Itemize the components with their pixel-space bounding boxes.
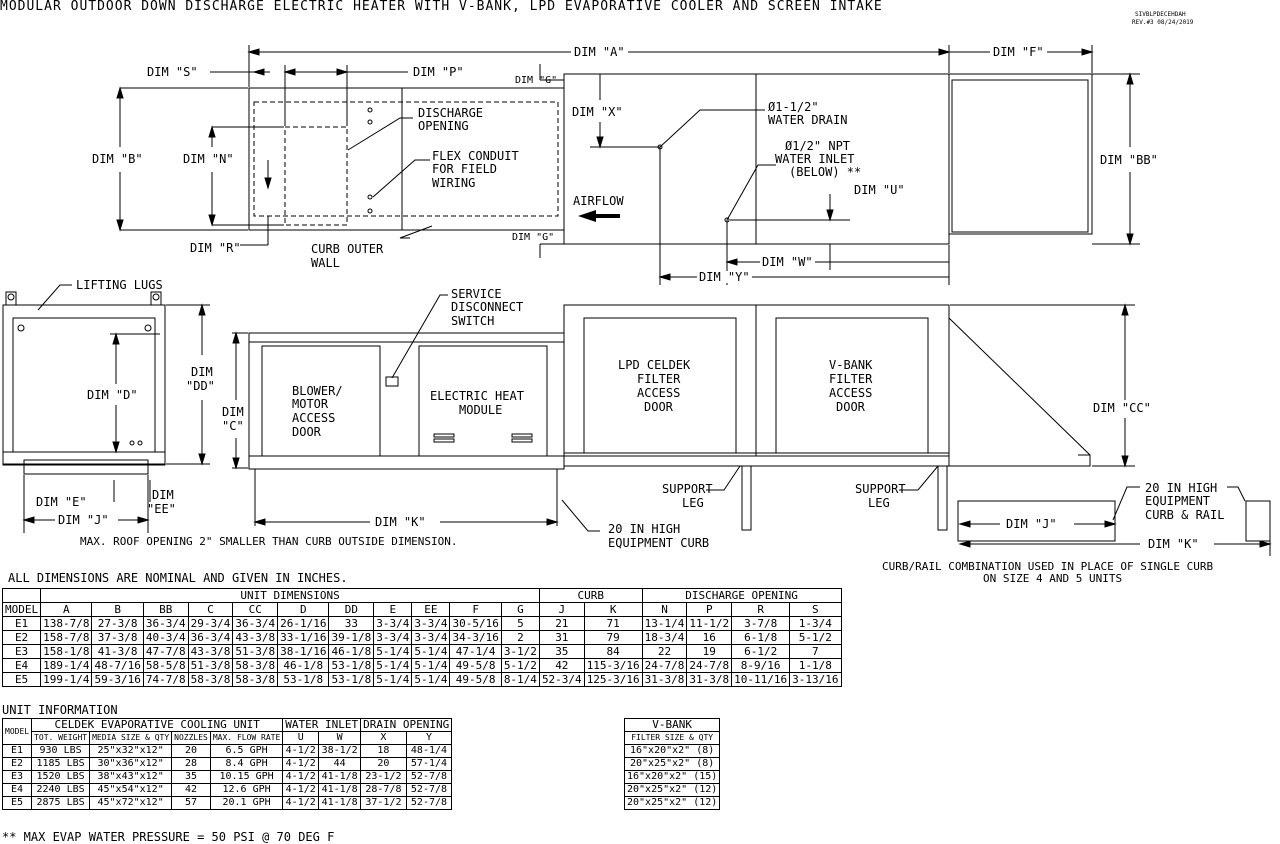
dim-c-label-1: DIM: [222, 405, 244, 419]
lpd-door-label-2: FILTER: [637, 372, 681, 386]
table-header-cell: WATER INLET: [283, 719, 361, 732]
table-cell: E4: [3, 784, 32, 797]
table-cell: 8-1/4: [501, 673, 539, 687]
curb-note-1: 20 IN HIGH: [608, 522, 681, 536]
table-cell: 1-1/8: [790, 659, 841, 673]
table-cell: 5-1/4: [374, 645, 412, 659]
table-cell: 22: [642, 645, 687, 659]
flex-conduit-label-3: WIRING: [432, 176, 476, 190]
dim-a-label: DIM "A": [571, 46, 628, 58]
table-cell: E5: [3, 673, 41, 687]
table-cell: 199-1/4: [41, 673, 92, 687]
table-cell: 3-3/4: [374, 631, 412, 645]
table-cell: 20"x25"x2" (12): [625, 797, 720, 810]
table-cell: 41-3/8: [92, 645, 143, 659]
flex-conduit-label-2: FOR FIELD: [432, 162, 498, 176]
curb-rail-note-1: 20 IN HIGH: [1145, 481, 1218, 495]
table-cell: 52-7/8: [406, 771, 452, 784]
table-cell: 25"x32"x12": [90, 745, 172, 758]
table-cell: 51-3/8: [233, 645, 278, 659]
table-cell: 33-1/16: [278, 631, 329, 645]
table-header-cell: C: [188, 603, 233, 617]
lpd-door-label-4: DOOR: [644, 400, 673, 414]
table-header-cell: F: [450, 603, 501, 617]
table-cell: E1: [3, 617, 41, 631]
table-cell: 1185 LBS: [32, 758, 90, 771]
table-row: [625, 745, 720, 758]
table-cell: 5-1/2: [790, 631, 841, 645]
table-cell: 158-7/8: [41, 631, 92, 645]
table-header-cell: J: [539, 603, 584, 617]
table-cell: 33: [329, 617, 374, 631]
table-cell: 2240 LBS: [32, 784, 90, 797]
table-header-cell: BB: [143, 603, 188, 617]
table-row: [3, 745, 452, 758]
table-cell: 26-1/16: [278, 617, 329, 631]
table-header-cell: NOZZLES: [172, 732, 211, 745]
curb-rail-note-2: EQUIPMENT: [1145, 494, 1211, 508]
table-row: [625, 784, 720, 797]
table-cell: E5: [3, 797, 32, 810]
dim-f-label: DIM "F": [990, 46, 1047, 58]
table-row: [3, 659, 842, 673]
service-disconnect-label-2: DISCONNECT: [451, 300, 524, 314]
table-cell: 5-1/4: [412, 659, 450, 673]
table-header-cell: DISCHARGE OPENING: [642, 589, 841, 603]
electric-heat-label-2: MODULE: [459, 403, 503, 417]
vbank-door-label-4: DOOR: [836, 400, 865, 414]
table-header-cell: G: [501, 603, 539, 617]
curb-rail-note-3: CURB & RAIL: [1145, 508, 1225, 522]
dim-c-label-2: "C": [222, 419, 244, 433]
blower-door-label-3: ACCESS: [292, 411, 336, 425]
dim-n-label: DIM "N": [183, 152, 234, 166]
table-cell: 16"x20"x2" (15): [625, 771, 720, 784]
dimensions-note: ALL DIMENSIONS ARE NOMINAL AND GIVEN IN INCHES.: [8, 571, 348, 585]
table-cell: 48-1/4: [406, 745, 452, 758]
table-cell: 31-3/8: [642, 673, 687, 687]
table-cell: 20"x25"x2" (12): [625, 784, 720, 797]
dim-b-label: DIM "B": [92, 152, 143, 166]
table-cell: E4: [3, 659, 41, 673]
airflow-arrow: [578, 210, 620, 222]
table-cell: 44: [319, 758, 361, 771]
table-cell: 28: [172, 758, 211, 771]
table-header-cell: U: [283, 732, 319, 745]
table-cell: 18-3/4: [642, 631, 687, 645]
table-cell: 189-1/4: [41, 659, 92, 673]
table-header-cell: MAX. FLOW RATE: [210, 732, 282, 745]
table-cell: 27-3/8: [92, 617, 143, 631]
dim-k-label: DIM "K": [375, 515, 426, 529]
table-cell: 41-1/8: [319, 784, 361, 797]
vbank-door-label-2: FILTER: [829, 372, 873, 386]
drawing-id: SIVBLPDECEHDAH: [1135, 11, 1186, 18]
table-cell: 3-1/2: [501, 645, 539, 659]
curb-outer-wall-label-2: WALL: [311, 256, 340, 270]
curb-rail-caption-1: CURB/RAIL COMBINATION USED IN PLACE OF SINGLE CURB: [882, 560, 1214, 573]
table-row: [3, 617, 842, 631]
table-cell: 20"x25"x2" (8): [625, 758, 720, 771]
support-leg-2-label-1: SUPPORT: [855, 482, 906, 496]
table-cell: E3: [3, 645, 41, 659]
table-cell: 28-7/8: [361, 784, 407, 797]
table-cell: 38"x43"x12": [90, 771, 172, 784]
table-cell: 37-3/8: [92, 631, 143, 645]
table-cell: 58-3/8: [188, 673, 233, 687]
discharge-opening-label-2: OPENING: [418, 119, 469, 133]
table-cell: 5: [501, 617, 539, 631]
table-cell: 46-1/8: [329, 645, 374, 659]
table-cell: 20: [172, 745, 211, 758]
table-cell: 1520 LBS: [32, 771, 90, 784]
table-cell: 31-3/8: [687, 673, 732, 687]
table-cell: E3: [3, 771, 32, 784]
table-header-cell: X: [361, 732, 407, 745]
table-header-cell: Y: [406, 732, 452, 745]
blower-door-label-1: BLOWER/: [292, 384, 343, 398]
roof-opening-note: MAX. ROOF OPENING 2" SMALLER THAN CURB OUTSIDE DIMENSION.: [80, 535, 458, 548]
table-cell: 10.15 GPH: [210, 771, 282, 784]
vbank-door-label-1: V-BANK: [829, 358, 873, 372]
table-cell: 49-5/8: [450, 673, 501, 687]
table-cell: 4-1/2: [283, 758, 319, 771]
dim-dd-label-1: DIM: [191, 365, 213, 379]
table-cell: 2875 LBS: [32, 797, 90, 810]
curb-rail-caption-2: ON SIZE 4 AND 5 UNITS: [983, 572, 1123, 585]
table-cell: 4-1/2: [283, 797, 319, 810]
electric-heat-label-1: ELECTRIC HEAT: [430, 389, 524, 403]
table-header-cell: UNIT DIMENSIONS: [41, 589, 540, 603]
table-cell: 125-3/16: [584, 673, 642, 687]
table-header-row: [3, 603, 842, 617]
end-view: [3, 285, 210, 533]
dim-g-top-label: DIM "G": [515, 75, 558, 86]
table-cell: 48-7/16: [92, 659, 143, 673]
table-header-cell: N: [642, 603, 687, 617]
table-cell: 49-5/8: [450, 659, 501, 673]
table-cell: 45"x54"x12": [90, 784, 172, 797]
vbank-door-label-3: ACCESS: [829, 386, 873, 400]
table-group-header-row: [625, 719, 720, 732]
dim-j-label: DIM "J": [58, 513, 109, 527]
table-cell: E2: [3, 631, 41, 645]
water-drain-label-1: Ø1-1/2": [768, 100, 819, 114]
footnote: ** MAX EVAP WATER PRESSURE = 50 PSI @ 70 DEG F: [2, 830, 335, 844]
table-cell: 38-1/16: [278, 645, 329, 659]
table-cell: 8.4 GPH: [210, 758, 282, 771]
airflow-label: AIRFLOW: [573, 194, 624, 208]
table-header-cell: B: [92, 603, 143, 617]
unit-dimensions-table: [2, 588, 842, 687]
table-cell: 43-3/8: [188, 645, 233, 659]
table-group-header-row: [3, 719, 452, 732]
table-header-cell: P: [687, 603, 732, 617]
water-drain-label-2: WATER DRAIN: [768, 113, 848, 127]
table-cell: 4-1/2: [283, 784, 319, 797]
table-row: [3, 784, 452, 797]
dim-r-label: DIM "R": [190, 241, 241, 255]
support-leg-1-label-2: LEG: [682, 496, 704, 510]
support-leg-2-label-2: LEG: [868, 496, 890, 510]
table-cell: 6-1/2: [732, 645, 790, 659]
dim-ee-label-1: DIM: [152, 488, 174, 502]
table-header-cell: CURB: [539, 589, 642, 603]
service-disconnect-label-3: SWITCH: [451, 314, 495, 328]
table-cell: 5-1/4: [412, 673, 450, 687]
dim-p-label: DIM "P": [413, 65, 464, 79]
table-header-row: [3, 732, 452, 745]
table-cell: 40-3/4: [143, 631, 188, 645]
table-row: [3, 771, 452, 784]
table-cell: 6.5 GPH: [210, 745, 282, 758]
table-row: [3, 758, 452, 771]
table-cell: 3-13/16: [790, 673, 841, 687]
table-cell: 37-1/2: [361, 797, 407, 810]
table-cell: 16: [687, 631, 732, 645]
table-cell: E1: [3, 745, 32, 758]
table-cell: 3-3/4: [412, 631, 450, 645]
table-cell: 30"x36"x12": [90, 758, 172, 771]
table-header-cell: DRAIN OPENING: [361, 719, 452, 732]
table-cell: 84: [584, 645, 642, 659]
table-cell: 2: [501, 631, 539, 645]
table-cell: 21: [539, 617, 584, 631]
drawing-title: MODULAR OUTDOOR DOWN DISCHARGE ELECTRIC HEATER WITH V-BANK, LPD EVAPORATIVE COOLER AND SCREEN INTAKE: [0, 0, 883, 14]
table-header-cell: EE: [412, 603, 450, 617]
flex-conduit-label-1: FLEX CONDUIT: [432, 149, 519, 163]
table-cell: 39-1/8: [329, 631, 374, 645]
dim-w-label: DIM "W": [762, 255, 813, 269]
table-cell: 34-3/16: [450, 631, 501, 645]
table-cell: 36-3/4: [188, 631, 233, 645]
table-header-cell: V-BANK: [625, 719, 720, 732]
table-cell: 5-1/2: [501, 659, 539, 673]
table-cell: 41-1/8: [319, 797, 361, 810]
table-cell: 53-1/8: [329, 659, 374, 673]
table-cell: 53-1/8: [329, 673, 374, 687]
table-cell: 58-5/8: [143, 659, 188, 673]
table-cell: 42: [172, 784, 211, 797]
table-cell: 35: [172, 771, 211, 784]
table-cell: 5-1/4: [374, 659, 412, 673]
dim-e-label: DIM "E": [36, 495, 87, 509]
unit-information-table: [2, 718, 452, 810]
water-inlet-label-1: Ø1/2" NPT: [785, 139, 851, 153]
table-header-cell: MEDIA SIZE & QTY: [90, 732, 172, 745]
vbank-table: [624, 718, 720, 810]
dim-bb-label: DIM "BB": [1100, 153, 1158, 167]
table-header-cell: S: [790, 603, 841, 617]
table-body: [3, 745, 452, 810]
table-header-cell: [3, 589, 41, 603]
table-cell: 35: [539, 645, 584, 659]
table-cell: 1-3/4: [790, 617, 841, 631]
curb-outer-wall-label-1: CURB OUTER: [311, 242, 384, 256]
table-cell: 11-1/2: [687, 617, 732, 631]
table-header-cell: TOT. WEIGHT: [32, 732, 90, 745]
table-header-cell: A: [41, 603, 92, 617]
table-header-cell: DD: [329, 603, 374, 617]
table-header-cell: W: [319, 732, 361, 745]
support-leg-1-label-1: SUPPORT: [662, 482, 713, 496]
table-cell: 5-1/4: [374, 673, 412, 687]
dim-x-label: DIM "X": [572, 105, 623, 119]
table-cell: 59-3/16: [92, 673, 143, 687]
lpd-door-label-1: LPD CELDEK: [618, 358, 691, 372]
table-row: [3, 645, 842, 659]
blower-door-label-4: DOOR: [292, 425, 321, 439]
table-header-cell: E: [374, 603, 412, 617]
lifting-lugs-label: LIFTING LUGS: [76, 278, 163, 292]
table-cell: E2: [3, 758, 32, 771]
table-cell: 57-1/4: [406, 758, 452, 771]
table-body: [3, 617, 842, 687]
table-row: [625, 771, 720, 784]
dim-g-bottom-label: DIM "G": [512, 232, 555, 243]
water-inlet-label-3: (BELOW) **: [789, 165, 862, 179]
table-group-header-row: [3, 589, 842, 603]
table-row: [3, 631, 842, 645]
table-body: [625, 745, 720, 810]
table-cell: 36-3/4: [143, 617, 188, 631]
table-cell: 38-1/2: [319, 745, 361, 758]
dim-u-label: DIM "U": [854, 183, 905, 197]
curb-rail-dim-j-label: DIM "J": [1006, 517, 1057, 531]
table-cell: 47-7/8: [143, 645, 188, 659]
table-cell: 45"x72"x12": [90, 797, 172, 810]
table-cell: 36-3/4: [233, 617, 278, 631]
table-cell: 52-7/8: [406, 784, 452, 797]
table-cell: 29-3/4: [188, 617, 233, 631]
table-header-cell: CELDEK EVAPORATIVE COOLING UNIT: [32, 719, 283, 732]
table-cell: 3-3/4: [412, 617, 450, 631]
dim-s-label: DIM "S": [147, 65, 198, 79]
table-header-cell: D: [278, 603, 329, 617]
table-cell: 20.1 GPH: [210, 797, 282, 810]
curb-note-2: EQUIPMENT CURB: [608, 536, 710, 550]
table-cell: 10-11/16: [732, 673, 790, 687]
table-cell: 20: [361, 758, 407, 771]
table-cell: 7: [790, 645, 841, 659]
table-cell: 52-3/4: [539, 673, 584, 687]
table-cell: 79: [584, 631, 642, 645]
table-header-cell: R: [732, 603, 790, 617]
service-disconnect-label-1: SERVICE: [451, 287, 502, 301]
table-cell: 52-7/8: [406, 797, 452, 810]
table-cell: 51-3/8: [188, 659, 233, 673]
table-cell: 5-1/4: [412, 645, 450, 659]
plan-view: [117, 45, 1140, 285]
table-cell: 930 LBS: [32, 745, 90, 758]
table-cell: 4-1/2: [283, 771, 319, 784]
dim-dd-label-2: "DD": [186, 379, 215, 393]
table-cell: 30-5/16: [450, 617, 501, 631]
table-cell: 24-7/8: [687, 659, 732, 673]
table-cell: 58-3/8: [233, 659, 278, 673]
table-row: [625, 797, 720, 810]
table-cell: 8-9/16: [732, 659, 790, 673]
table-cell: 16"x20"x2" (8): [625, 745, 720, 758]
dim-y-label: DIM "Y": [699, 270, 750, 284]
table-cell: 46-1/8: [278, 659, 329, 673]
table-cell: 53-1/8: [278, 673, 329, 687]
blower-door-label-2: MOTOR: [292, 397, 329, 411]
table-row: [625, 758, 720, 771]
unit-information-title: UNIT INFORMATION: [2, 703, 118, 717]
lpd-door-label-3: ACCESS: [637, 386, 681, 400]
discharge-opening-label-1: DISCHARGE: [418, 106, 484, 120]
table-cell: 4-1/2: [283, 745, 319, 758]
dim-cc-label: DIM "CC": [1093, 401, 1151, 415]
table-cell: 47-1/4: [450, 645, 501, 659]
table-row: [3, 673, 842, 687]
table-cell: 12.6 GPH: [210, 784, 282, 797]
table-cell: 158-1/8: [41, 645, 92, 659]
table-cell: 138-7/8: [41, 617, 92, 631]
table-cell: 43-3/8: [233, 631, 278, 645]
revision: REV.#3 08/24/2019: [1132, 19, 1194, 26]
table-cell: 42: [539, 659, 584, 673]
table-cell: 58-3/8: [233, 673, 278, 687]
table-cell: 23-1/2: [361, 771, 407, 784]
table-cell: 6-1/8: [732, 631, 790, 645]
table-cell: 3-3/4: [374, 617, 412, 631]
dim-ee-label-2: "EE": [147, 502, 176, 516]
table-cell: 31: [539, 631, 584, 645]
table-row: [3, 797, 452, 810]
table-header-cell: MODEL: [3, 603, 41, 617]
table-cell: 3-7/8: [732, 617, 790, 631]
table-header-cell: CC: [233, 603, 278, 617]
table-cell: 19: [687, 645, 732, 659]
table-header-row: [625, 732, 720, 745]
table-cell: 24-7/8: [642, 659, 687, 673]
table-header-cell: FILTER SIZE & QTY: [625, 732, 720, 745]
table-cell: 41-1/8: [319, 771, 361, 784]
water-inlet-label-2: WATER INLET: [775, 152, 855, 166]
curb-rail-dim-k-label: DIM "K": [1148, 537, 1199, 551]
table-cell: 71: [584, 617, 642, 631]
table-header-cell: MODEL: [3, 719, 32, 745]
table-cell: 57: [172, 797, 211, 810]
table-cell: 13-1/4: [642, 617, 687, 631]
table-cell: 115-3/16: [584, 659, 642, 673]
table-cell: 74-7/8: [143, 673, 188, 687]
dim-d-label: DIM "D": [87, 388, 138, 402]
table-header-cell: K: [584, 603, 642, 617]
table-cell: 18: [361, 745, 407, 758]
